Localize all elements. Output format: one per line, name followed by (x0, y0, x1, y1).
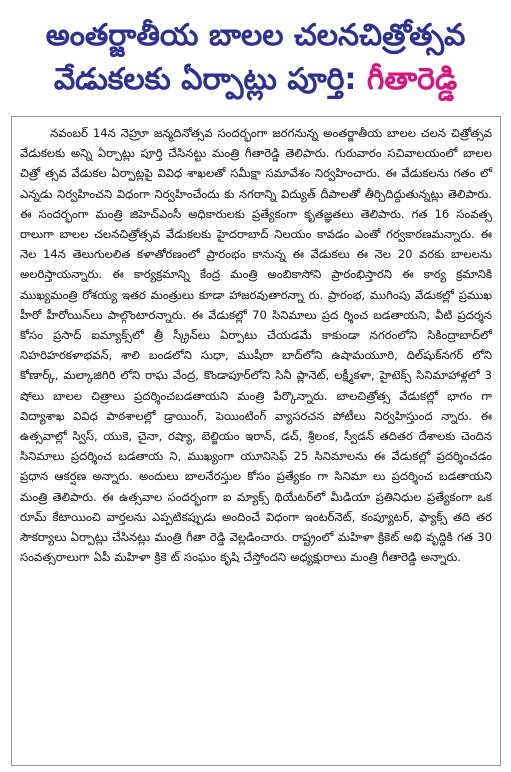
article-body-box (11, 116, 501, 766)
headline-line-2-text: వేడుకలకు ఏర్పాట్లు పూర్తి: (53, 62, 357, 97)
headline-line-2 (8, 58, 503, 102)
headline-line-1: అంతర్జాతీయ బాలల చలనచిత్రోత్సవ (45, 18, 466, 53)
article-body-text: నవంబర్ 14న నెహ్రూ జన్మదినోత్సవ సందర్భంగా జరగనున్న అంతర్జాతీయ బాలల చలన చిత్రోత్సవ వేడుకలకు అన్ని ఏర్పాట్లు పూర్తి చేసినట్టు మంత్రి గీతారెడ్డి తెలిపారు. గురువారం సచివాలయంలో బాలల చిత్రో త్సవ వేడుకల ఏర్పాట్లపై వివిధ శాఖలతో సమీక్షా సమావేశం నిర్వహించారు. ఈ వేడుకలను గతం లో ఎన్నడు నిర్వహించని విధంగా నిర్వహించేందు కు నగరాన్ని విద్యుత్ దీపాలతో తీర్చిదిద్దుతున్నట్లు తెలిపారు. ఈ సందర్భంగా మంత్రి జిహెచ్ఎంసీ అధికారులకు ప్రత్యేకంగా కృతజ్ఞతలు తెలిపారు. గత 16 సంవత్స రాలుగా బాలల చలనచిత్రోత్సవ వేడుకలకు హైదరాబాద్ నిలయం కావడం ఎంతో గర్వకారణమన్నారు. ఈ నెల 14న తెలుగులలిత కళాతోరణంలో ప్రారంభం కానున్న ఈ వేడుకలు ఈ నెల 20 వరకు బాలలను అలరిస్తాయన్నారు. ఈ కార్యక్రమాన్ని కేంద్ర మంత్రి అంబికాసోని ప్రారంభిస్తారని ఈ కార్య క్రమానికి ముఖ్యమంత్రి రోశయ్య ఇతర మంత్రులు కూడా హాజరవుతారన్నా రు. ప్రారంభ, ముగింపు వేడుకల్లో ప్రముఖ హీరో హీరోయిన్‌లు పాల్గొంటారన్నారు. ఈ వేడుకల్లో 70 సినిమాలు ప్రద ర్శించ బడతాయని, వీటి ప్రదర్శన కోసం ప్రసాద్ ఐమ్యాక్స్‌లో త్రీ స్క్రీన్‌లు ఏర్పాటు చేయడమే కాకుండా నగరంలోని సికింద్రాబాద్‌లో నిహరిహరకళాభవన్, శాలి బండలోని సుధా, ముషీరా బాద్‌లోని ఉషామయూరి, దిల్‌షుక్‌నగర్ లోని కోణార్క్, మల్కాజిగిరి లోని రాఘ వేంద్ర, కొండాపూర్‌లోని సినీ ప్లానెట్, లక్ష్మీకళా, హైటెక్స్ సినిమాహాళ్లలో 3 షోలు బాలల చిత్రాలు ప్రదర్శించబడతాయని మంత్రి పేర్కొన్నారు. బాలచిత్రోత్స వేడుకల్లో భాగం గా విద్యాశాఖ వివిధ పాఠశాలల్లో డ్రాయింగ్, పెయింటింగ్ వ్యాసరచన పోటీలు నిర్వహిస్తుంద న్నారు. ఈ ఉత్సవాల్లో స్విస్, యుకె, చైనా, రష్యా, బెల్జియం ఇరాన్, డచ్, శ్రీలంక, స్వీడన్ తదితర దేశాలకు చెందిన సినిమాలు ప్రదర్శించ బడతాయ ని, ముఖ్యంగా యూనిసెఫ్ 25 సినిమాలను ఈ వేడుకల్లో ప్రదర్శించడం ప్రధాన ఆకర్షణ అన్నారు. అందులు బాలనేరస్తుల కోసం ప్రత్యేకం గా సినిమా లు ప్రదర్శించ బడతాయని మంత్రి తెలిపారు. ఈ ఉత్సవాల సందర్భంగా ఐ మ్యాక్స్ థియేటర్‌లో మీడియా ప్రతినిధుల ప్రత్యేకంగా ఒక రూమ్ కేటాయించి వార్తలను ఎప్పటికప్పుడు అందించే విధంగా ఇంటర్‌నెట్, కంప్యూటర్, ఫ్యాక్స్ తది తర సౌకర్యాలు ఏర్పాట్లు చేసినట్లు మంత్రి గీతా రెడ్డి వెల్లడించారు. రాష్ట్రంలో మహిళా క్రికెట్ అభి వృద్ధికి గత 30 సంవత్సరాలుగా ఏపీ మహిళా క్రికె ట్ సంఘం కృషి చేస్తోందని అధ్యక్షురాలు మంత్రి గీతారెడ్డి అన్నారు. (20, 126, 492, 565)
headline (8, 14, 503, 102)
headline-person-name: గీతారెడ్డి (366, 62, 458, 97)
